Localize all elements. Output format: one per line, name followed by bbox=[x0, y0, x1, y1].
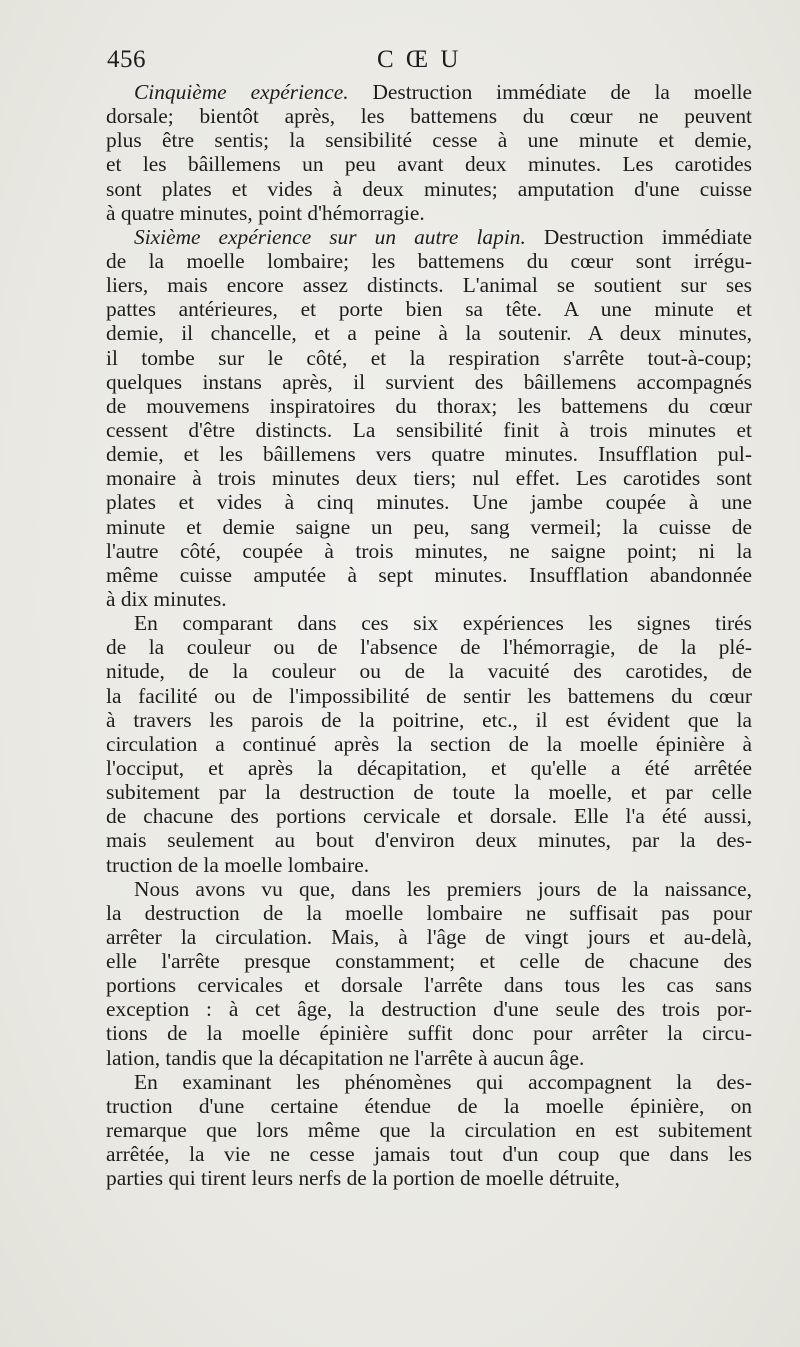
text-line bbox=[106, 659, 752, 683]
text-line bbox=[106, 949, 752, 973]
line-text: liers, mais encore assez distincts. L'animal se soutient sur ses bbox=[106, 273, 752, 298]
text-line bbox=[106, 732, 752, 756]
line-text: subitement par la destruction de toute la moelle, et par celle bbox=[106, 780, 752, 805]
text-line bbox=[106, 684, 752, 708]
line-text: Destruction immédiate de la moelle bbox=[348, 80, 753, 104]
text-line bbox=[106, 177, 752, 201]
paragraph bbox=[106, 611, 752, 877]
text-line bbox=[106, 1118, 752, 1142]
line-text: arrêter la circulation. Mais, à l'âge de vingt jours et au-delà, bbox=[106, 924, 752, 949]
paragraph bbox=[106, 225, 752, 611]
text-line bbox=[106, 80, 752, 104]
line-text: de mouvemens inspiratoires du thorax; les battemens du cœur bbox=[106, 393, 752, 418]
line-text: parties qui tirent leurs nerfs de la portion de moelle détruite, bbox=[106, 1166, 620, 1191]
text-line bbox=[106, 490, 752, 514]
line-text: quelques instans après, il survient des bâillemens accompagnés bbox=[106, 369, 752, 394]
text-line bbox=[106, 321, 752, 345]
line-text: à travers les parois de la poitrine, etc., il est évident que la bbox=[106, 707, 752, 732]
line-text: Nous avons vu que, dans les premiers jours de la naissance, bbox=[134, 876, 752, 901]
line-text: truction d'une certaine étendue de la moelle épinière, on bbox=[106, 1093, 752, 1118]
line-text: l'autre côté, coupée à trois minutes, ne saigne point; ni la bbox=[106, 538, 752, 563]
text-line bbox=[106, 1046, 752, 1070]
text-line bbox=[106, 273, 752, 297]
line-text: il tombe sur le côté, et la respiration s'arrête tout-à-coup; bbox=[106, 345, 752, 370]
text-line bbox=[106, 442, 752, 466]
line-text: dorsale; bientôt après, les battemens du cœur ne peuvent bbox=[106, 104, 752, 129]
text-line bbox=[106, 1021, 752, 1045]
line-text: En examinant les phénomènes qui accompagnent la des- bbox=[134, 1069, 752, 1094]
line-text: sont plates et vides à deux minutes; amputation d'une cuisse bbox=[106, 176, 752, 201]
line-text: l'occiput, et après la décapitation, et qu'elle a été arrêtée bbox=[106, 755, 752, 780]
text-line bbox=[106, 1166, 752, 1190]
line-text: remarque que lors même que la circulation en est subitement bbox=[106, 1118, 752, 1143]
line-text: demie, il chancelle, et a peine à la soutenir. A deux minutes, bbox=[106, 321, 752, 346]
text-line bbox=[106, 804, 752, 828]
text-line bbox=[106, 1142, 752, 1166]
line-text: exception : à cet âge, la destruction d'une seule des trois por- bbox=[106, 997, 752, 1022]
line-text: de la moelle lombaire; les battemens du cœur sont irrégu- bbox=[106, 248, 752, 273]
text-line bbox=[106, 1070, 752, 1094]
text-line bbox=[106, 877, 752, 901]
line-text: arrêtée, la vie ne cesse jamais tout d'un coup que dans les bbox=[106, 1142, 752, 1167]
text-line bbox=[106, 708, 752, 732]
line-text: à dix minutes. bbox=[106, 586, 227, 611]
line-text: la facilité ou de l'impossibilité de sentir les battemens du cœur bbox=[106, 683, 752, 708]
line-text: de chacune des portions cervicale et dorsale. Elle l'a été aussi, bbox=[106, 804, 752, 829]
text-line bbox=[106, 418, 752, 442]
line-text: de la couleur ou de l'absence de l'hémorragie, de la plé- bbox=[106, 635, 752, 660]
line-text: à quatre minutes, point d'hémorragie. bbox=[106, 200, 425, 225]
text-line bbox=[106, 756, 752, 780]
line-text: truction de la moelle lombaire. bbox=[106, 852, 370, 877]
text-line bbox=[106, 539, 752, 563]
text-line bbox=[106, 780, 752, 804]
line-text: lation, tandis que la décapitation ne l'arrête à aucun âge. bbox=[106, 1045, 585, 1070]
line-text: tions de la moelle épinière suffit donc pour arrêter la circu- bbox=[106, 1021, 752, 1046]
line-text: même cuisse amputée à sept minutes. Insufflation abandonnée bbox=[106, 562, 752, 587]
text-line bbox=[106, 925, 752, 949]
text-line bbox=[106, 370, 752, 394]
text-line bbox=[106, 346, 752, 370]
text-line bbox=[106, 128, 752, 152]
line-text: portions cervicales et dorsale l'arrête dans tous les cas sans bbox=[106, 973, 752, 998]
text-line bbox=[106, 563, 752, 587]
line-text: minute et demie saigne un peu, sang vermeil; la cuisse de bbox=[106, 514, 752, 539]
text-line bbox=[106, 635, 752, 659]
text-line bbox=[106, 1094, 752, 1118]
line-text: plates et vides à cinq minutes. Une jambe coupée à une bbox=[106, 490, 752, 515]
text-line bbox=[106, 611, 752, 635]
text-line bbox=[106, 853, 752, 877]
text-line bbox=[106, 104, 752, 128]
text-line bbox=[106, 225, 752, 249]
text-line bbox=[106, 249, 752, 273]
running-head bbox=[107, 44, 767, 78]
text-line bbox=[106, 297, 752, 321]
experiment-heading: Cinquième expérience. bbox=[134, 80, 349, 104]
text-line bbox=[106, 828, 752, 852]
line-text: elle l'arrête presque constamment; et celle de chacune des bbox=[106, 949, 752, 974]
line-text: circulation a continué après la section de la moelle épinière à bbox=[106, 731, 752, 756]
line-text: cessent d'être distincts. La sensibilité finit à trois minutes et bbox=[106, 417, 752, 442]
text-line bbox=[106, 515, 752, 539]
line-text: En comparant dans ces six expériences les signes tirés bbox=[134, 611, 752, 636]
line-text: demie, et les bâillemens vers quatre minutes. Insufflation pul- bbox=[106, 442, 752, 467]
text-line bbox=[106, 997, 752, 1021]
text-line bbox=[106, 466, 752, 490]
paragraph bbox=[106, 80, 752, 225]
line-text: monaire à trois minutes deux tiers; nul effet. Les carotides sont bbox=[106, 466, 752, 491]
text-line bbox=[106, 901, 752, 925]
line-text: mais seulement au bout d'environ deux minutes, par la des- bbox=[106, 828, 752, 853]
line-text: plus être sentis; la sensibilité cesse à une minute et demie, bbox=[106, 128, 752, 153]
body-text bbox=[106, 80, 752, 1190]
text-line bbox=[106, 394, 752, 418]
experiment-heading: Sixième expérience sur un autre lapin. bbox=[134, 224, 526, 249]
line-text: pattes antérieures, et porte bien sa tête. A une minute et bbox=[106, 297, 752, 322]
running-title: C Œ U bbox=[377, 46, 462, 73]
line-text: nitude, de la couleur ou de la vacuité des carotides, de bbox=[106, 659, 752, 684]
text-line bbox=[106, 201, 752, 225]
line-text: Destruction immédiate bbox=[525, 224, 752, 249]
paragraph bbox=[106, 1070, 752, 1191]
line-text: et les bâillemens un peu avant deux minutes. Les carotides bbox=[106, 152, 752, 177]
text-line bbox=[106, 587, 752, 611]
text-line bbox=[106, 152, 752, 176]
line-text: la destruction de la moelle lombaire ne suffisait pas pour bbox=[106, 900, 752, 925]
paragraph bbox=[106, 877, 752, 1070]
page-number: 456 bbox=[107, 46, 146, 73]
text-line bbox=[106, 973, 752, 997]
